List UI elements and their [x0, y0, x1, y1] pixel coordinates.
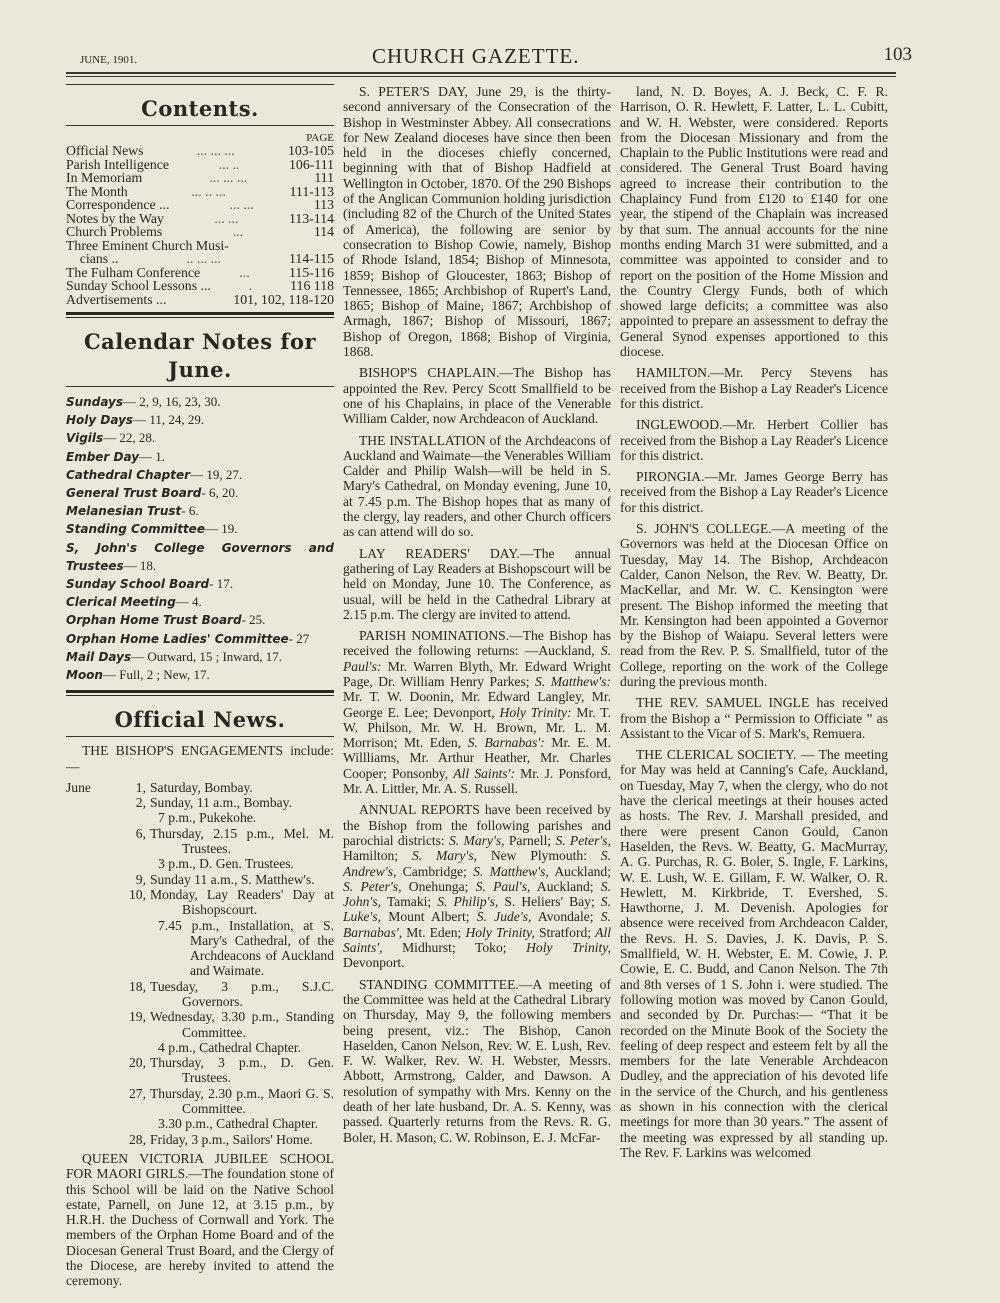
calendar-value: — 19, 27. [190, 466, 243, 482]
contents-leader [166, 293, 233, 307]
italic-name: All Saints': [453, 765, 515, 781]
calendar-value: — 22, 28. [103, 430, 156, 446]
article-paragraph [620, 469, 888, 515]
paragraph-text: Parnell; [504, 832, 556, 848]
engagement-month [66, 1009, 112, 1055]
engagement-item [66, 795, 334, 826]
calendar-value: - 6, 20. [201, 485, 239, 501]
paragraph-text: Tamaki; [381, 894, 438, 910]
paragraph-text: Midhurst; Toko; [382, 940, 527, 956]
contents-leader: ... ... [229, 197, 254, 212]
official-news-heading: Official News. [114, 707, 286, 733]
divider [66, 690, 334, 696]
contents-row [66, 293, 334, 307]
publication-title: CHURCH GAZETTE. [372, 44, 580, 68]
engagement-item [66, 887, 334, 979]
engagement-day: 1, [135, 779, 146, 795]
calendar-label: Sunday School Board [66, 577, 210, 592]
calendar-value: - 6. [181, 503, 199, 519]
contents-page: 101, 102, 118-120 [233, 291, 334, 307]
calendar-item [66, 429, 334, 447]
italic-name: S. Barnabas', [343, 909, 611, 940]
divider [66, 84, 334, 85]
engagement-month [66, 872, 112, 887]
calendar-item [66, 411, 334, 429]
engagement-text [150, 1009, 334, 1055]
contents-leader: ... ... ... [209, 170, 248, 185]
contents-list [66, 144, 334, 306]
engagement-day: 18, [129, 978, 146, 994]
paragraph-text: QUEEN VICTORIA JUBILEE SCHOOL FOR MAORI GIRLS.—The foundation stone of this School will be laid on the Native School estate, Parnell, on June 12, at 3.15 p.m., by H.R.H. the Duchess of Cornwall and York. The members of the Orphan Home Board and of the Diocesan General Trust Board, and the Clergy of the Diocese, are hereby invited to attend the ceremony. [66, 1150, 334, 1289]
engagement-month [66, 795, 112, 826]
article-paragraph [343, 365, 611, 426]
engagement-line: 3 p.m., D. Gen. Trustees. [158, 856, 294, 872]
contents-leader: ... [232, 224, 244, 239]
paragraph-text: BISHOP'S CHAPLAIN.—The Bishop has appointed the Rev. Percy Scott Smallfield to be one of his Chaplains, in place of the Venerable William Calder, now Archdeacon of Auckland. [343, 365, 611, 427]
calendar-item [66, 484, 334, 502]
paragraph-text: THE INSTALLATION of the Archdeacons of Auckland and Waimate—the Venerables William Calder and Philip Walsh—will be held in S. Mary's Cathedral, on Monday evening, June 10, at 7.45 p.m. The Bishop hopes that as many of the clergy, lay readers, and other Church officers as can attend will do so. [343, 432, 611, 540]
engagement-day: 10, [129, 886, 146, 902]
paragraph-text: Mr. Warren Blyth, Mr. Edward Wright Page, Dr. William Henry Parkes; [343, 658, 611, 689]
article-paragraph [343, 628, 611, 796]
contents-leader: ... [239, 264, 250, 280]
engagement-text [150, 1055, 334, 1086]
calendar-value: - 17. [209, 576, 233, 592]
issue-date: JUNE, 1901. [80, 54, 138, 66]
calendar-label: Ember Day [66, 449, 140, 464]
italic-name: Holy Trinity, [465, 924, 535, 940]
engagement-text [150, 979, 334, 1010]
engagement-item [66, 1132, 334, 1147]
contents-row [66, 185, 334, 199]
engagement-line: Monday, Lay Readers' Day at Bishopscourt. [150, 886, 334, 918]
contents-title: Three Eminent Church Musi- [66, 237, 229, 253]
engagement-line: Thursday, 2.30 p.m., Maori G. S. Committee. [150, 1085, 334, 1117]
contents-title: Advertisements ... [66, 291, 167, 307]
contents-title: Correspondence ... [66, 197, 170, 212]
article-paragraph [620, 695, 888, 741]
contents-page: 116 118 [290, 278, 334, 293]
engagement-line: Thursday, 3 p.m., D. Gen. Trustees. [150, 1055, 334, 1086]
article-paragraph [343, 433, 611, 540]
calendar-value: — 4. [175, 594, 202, 610]
calendar-item [66, 575, 334, 593]
contents-heading: Contents. [141, 96, 259, 121]
italic-name: S. Peter's, [343, 878, 402, 894]
contents-row [66, 212, 334, 226]
engagement-line: Friday, 3 p.m., Sailors' Home. [150, 1131, 313, 1147]
contents-row [66, 225, 334, 239]
engagement-item [66, 1055, 334, 1086]
calendar-item [66, 539, 334, 575]
paragraph-text: land, N. D. Boyes, A. J. Beck, C. F. R. Harrison, O. R. Hewlett, F. Latter, L. L. Cubitt, and W. H. Webster, were considered. Reports from the Diocesan Missionary and from the Chaplain to the Public Institutions were read and considered. The General Trust Board having agreed to increase their contribution to the Chaplaincy Fund from £120 to £140 for one year, the stipend of the Chaplain was increased by that sum. The annual accounts for the nine months ending March 31 were submitted, and a committee was appointed to consider and to report on the position of the Home Mission and the Country Clergy Funds, both of which showed large deficits; a committee was also appointed to prepare an assessment to defray the General Synod expenses apportioned to this diocese. [620, 84, 888, 360]
paragraph-text: Mr. E. M. Willliams, Mr. Arthur Heather, Mr. Charles Cooper; Ponsonby, [343, 735, 611, 781]
calendar-label: Standing Committee [66, 522, 205, 537]
left-column [66, 84, 334, 1295]
engagement-month: June [66, 779, 91, 795]
paragraph-text: Mount Albert; [381, 909, 477, 925]
article-paragraph [620, 417, 888, 463]
paragraph-text: THE CLERICAL SOCIETY. — The meeting for May was held at Canning's Cafe, Auckland, on Tuesday, May 7, when the clergy, who do not have the clerical meetings at their houses acted as hosts. The Rev. J. Marshall presided, and there were present Canon Gould, Canon Haselden, the Revs. W. Beatty, G. MacMurray, A. G. Purchas, R. G. Boler, S. Ingle, F. Larkins, W. E. Lush, W. E. Gillam, F. W. Walker, O. R. Hewlett, M. Kirkbride, T. Evershed, S. Hawthorne, J. M. Devenish. Apologies for absence were received from Archdeacon Calder, the Revs. H. S. Davies, J. K. Davis, P. S. Smallfield, W. H. Webster, E. M. Cowie, J. P. Cowie, E. C. Budd, and Canon Nelson. The 7th and 8th verses of 1 S. John i. were studied. The following motion was moved by Canon Gould, and seconded by Dr. Purchas:— “That it be recorded on the Minute Book of the Society the feeling of deep respect and esteem felt by all the members for the late Venerable Archdeacon Dudley, and the appreciation of his devoted life in the service of the Church, and his gentleness as shown in his connection with the clerical meetings for more than 30 years.” The assent of the meeting was expressed by all standing up. The Rev. F. Larkins was welcomed [620, 747, 888, 1160]
engagement-month [66, 1132, 112, 1147]
engagement-day: 19, [129, 1009, 146, 1025]
divider [66, 736, 334, 737]
engagement-item [66, 780, 334, 795]
engagement-text [150, 780, 334, 795]
engagement-line: 7.45 p.m., Installation, at S. Mary's Cathedral, of the Archdeacons of Auckland and Waimate. [158, 917, 334, 979]
paragraph-text: Stratford; [534, 924, 596, 940]
engagement-line: Tuesday, 3 p.m., S.J.C. Governors. [150, 978, 334, 1009]
calendar-value: — 18. [123, 557, 157, 573]
calendar-item [66, 520, 334, 538]
italic-name: S. Paul's: [343, 643, 611, 674]
page-column-label: PAGE [306, 132, 334, 144]
engagement-day: 27, [129, 1085, 146, 1101]
engagement-day: 28, [129, 1131, 146, 1147]
engagement-text [150, 795, 334, 826]
italic-name: Holy Trinity, [526, 940, 611, 956]
engagement-day: 6, [135, 825, 146, 841]
paragraph-text: HAMILTON.—Mr. Percy Stevens has received from the Bishop a Lay Reader's Licence for this district. [620, 365, 888, 411]
contents-page: 113-114 [289, 210, 334, 226]
calendar-label: Orphan Home Ladies' Committee [66, 631, 289, 646]
calendar-value: — Outward, 15 ; Inward, 17. [131, 648, 283, 664]
engagements-list [66, 780, 334, 1147]
calendar-label: Melanesian Trust [66, 504, 182, 519]
paragraph-text: LAY READERS' DAY.—The annual gathering of Lay Readers at Bishopscourt will be held on Monday, June 10. The Conference, as usual, will be held in the Cathedral Library at 2.15 p.m. The clergy are invited to attend. [343, 545, 611, 622]
engagement-line: Sunday 11 a.m., S. Matthew's. [150, 871, 315, 887]
paragraph-text: Avondale; [531, 909, 601, 925]
divider [66, 386, 334, 387]
calendar-item [66, 466, 334, 484]
article-paragraph [620, 365, 888, 411]
paragraph-text: STANDING COMMITTEE.—A meeting of the Committee was held at the Cathedral Library on Thursday, May 9, the following members being present, viz.: The Bishop, Canon Haselden, Canon Nelson, Rev. W. E. Lush, Rev. F. W. Walker, Rev. W. H. Webster, Messrs. Abbott, Armstrong, Calder, and Dawson. A resolution of sympathy with Mrs. Kenny on the death of her late husband, Dr. A. S. Kenny, was passed. Quarterly returns from the Revs. R. G. Boler, H. Mason, C. W. Robinson, E. J. McFar- [343, 976, 611, 1145]
engagement-line: 4 p.m., Cathedral Chapter. [158, 1039, 302, 1055]
paragraph-text: Mr. T. W. Philson, Mr. W. H. Brown, Mr. L. M. Morrison; Mt. Eden, [343, 704, 611, 751]
calendar-heading: Calendar Notes for June. [83, 329, 317, 382]
paragraph-text: Cambridge; [396, 863, 474, 879]
contents-leader: ... .. ... [191, 183, 226, 199]
engagement-item [66, 872, 334, 887]
paragraph-text: S. PETER'S DAY, June 29, is the thirty-second anniversary of the Consecration of the Bishop in Westminster Abbey. All consecrations for New Zealand dioceses have since then been held in the dioceses chiefly concerned, beginning with that of Bishop Hadfield at Wellington in October, 1870. Of the 290 Bishops of the Anglican Communion holding jurisdiction (including 82 of the Church of the United States of America), the following are senior by consecration to Bishop Cowie, namely, Bishop of Rhode Island, 1854; Bishop of Minnesota, 1859; Bishop of Gloucester, 1863; Bishop of Tennessee, 1865; Archbishop of Rupert's Land, 1865; Bishop of Maine, 1867; Archbishop of Armagh, 1867; Bishop of Missouri, 1867; Bishop of Oregon, 1868; Bishop of Virginia, 1868. [343, 84, 611, 360]
calendar-item [66, 611, 334, 629]
contents-title: cians .. [66, 251, 119, 266]
contents-title: Official News [66, 143, 144, 158]
paragraph-text: Hamilton; [343, 848, 412, 864]
engagement-day: 9, [135, 871, 146, 887]
italic-name: All Saints', [343, 924, 611, 956]
calendar-item [66, 448, 334, 466]
left-paragraphs [66, 1151, 334, 1289]
calendar-label: General Trust Board [66, 486, 202, 501]
engagement-month [66, 887, 112, 979]
engagement-day: 2, [135, 795, 146, 811]
calendar-value: - 27 [288, 630, 310, 646]
engagement-month [66, 1086, 112, 1132]
contents-title: The Month [66, 183, 128, 199]
calendar-item [66, 393, 334, 411]
contents-leader: . [248, 278, 253, 293]
contents-title: The Fulham Conference [66, 264, 201, 280]
contents-title: Parish Intelligence [66, 156, 170, 172]
engagement-item [66, 1086, 334, 1132]
calendar-item [66, 630, 334, 648]
engagement-day: 20, [129, 1055, 146, 1071]
calendar-value: — 19. [204, 521, 238, 537]
engagement-item [66, 826, 334, 872]
italic-name: S. Mary's, [411, 848, 478, 864]
contents-page: 115-116 [289, 264, 334, 280]
calendar-value: — 1. [139, 448, 166, 464]
contents-row [66, 266, 334, 280]
paragraph-text: New Plymouth: [477, 848, 601, 864]
paragraph-text: THE REV. SAMUEL INGLE has received from the Bishop a “ Permission to Officiate ” as Assistant to the Vicar of S. Mark's, Remuera. [620, 695, 888, 741]
calendar-label: Cathedral Chapter [66, 467, 191, 482]
paragraph-text: Auckland; [548, 863, 611, 879]
engagement-item [66, 1009, 334, 1055]
contents-page: 106-111 [289, 156, 334, 172]
engagement-line: 3.30 p.m., Cathedral Chapter. [158, 1116, 319, 1132]
italic-name: S. Paul's, [475, 878, 531, 894]
engagement-line: 7 p.m., Pukekohe. [158, 810, 257, 826]
page-number: 103 [883, 44, 912, 65]
paragraph-text: PARISH NOMINATIONS.—The Bishop has received the following returns: —Auckland, [343, 628, 611, 659]
contents-leader: ... .. [218, 156, 240, 172]
calendar-label: Sundays [66, 395, 124, 409]
calendar-label: Vigils [66, 431, 104, 446]
engagement-text [150, 1132, 334, 1147]
calendar-label: Mail Days [66, 649, 132, 664]
engagement-line: Sunday, 11 a.m., Bombay. [150, 795, 292, 811]
engagement-line: Wednesday, 3.30 p.m., Standing Committee. [150, 1009, 334, 1040]
contents-row [66, 171, 334, 185]
engagement-month [66, 1055, 112, 1086]
paragraph-text: Onehunga; [401, 878, 476, 894]
contents-row [66, 158, 334, 172]
engagement-text [150, 887, 334, 979]
running-header [72, 38, 912, 68]
italic-name: S. Matthew's, [473, 863, 549, 879]
italic-name: S. Mary's, [449, 832, 505, 848]
calendar-item [66, 502, 334, 520]
paragraph-text: ANNUAL REPORTS have been received by the Bishop from the following parishes and parochial districts: [343, 802, 611, 848]
italic-name: S. Peter's, [555, 832, 611, 848]
calendar-label: Holy Days [66, 413, 134, 428]
calendar-value: - 25. [241, 612, 266, 628]
paragraph-text: Mt. Eden; [402, 924, 466, 940]
contents-row [66, 279, 334, 293]
paragraph-text: PIRONGIA.—Mr. James George Berry has received from the Bishop a Lay Reader's Licence for this district. [620, 469, 888, 515]
calendar-value: — 11, 24, 29. [133, 412, 205, 428]
contents-page: 111 [314, 170, 334, 185]
italic-name: Holy Trinity: [499, 704, 572, 720]
calendar-list [66, 393, 334, 684]
calendar-label: Moon [66, 668, 103, 683]
engagement-text [150, 872, 334, 887]
contents-row [66, 252, 334, 266]
contents-page: 114-115 [289, 251, 334, 266]
middle-paragraphs [343, 84, 611, 1145]
contents-leader: .. ... ... [186, 251, 222, 266]
middle-column [343, 84, 611, 1151]
paragraph-text: S. JOHN'S COLLEGE.—A meeting of the Governors was held at the Diocesan Office on Tuesday, May 14. The Bishop, Archdeacon Calder, Canon Nelson, the Rev. W. Beatty, Dr. MacKellar, and Mr. W. C. Kensington were present. The Bishop informed the meeting that Mr. Kensington had been appointed a Governor by the Bishop of Waiapu. Several letters were read from the Rev. P. S. Smallfield, tutor of the College, reporting on the work of the College during the previous month. [620, 521, 888, 689]
right-paragraphs [620, 84, 888, 1160]
right-column [620, 84, 888, 1166]
article-paragraph [620, 84, 888, 359]
italic-name: S. Philip's, [437, 894, 499, 910]
contents-leader [229, 239, 334, 253]
engagement-text [150, 826, 334, 872]
engagement-text [150, 1086, 334, 1132]
article-paragraph [620, 747, 888, 1160]
italic-name: S. Matthew's: [535, 673, 611, 689]
article-paragraph [343, 84, 611, 359]
italic-name: S. John's, [343, 878, 611, 910]
contents-row [66, 239, 334, 253]
paragraph-text: Mr. T. W. Doonin, Mr. Edward Langley, Mr. George E. Lee; Devonport, [343, 689, 611, 720]
article-paragraph [343, 977, 611, 1145]
contents-row [66, 144, 334, 158]
contents-page: 111-113 [289, 183, 334, 199]
italic-name: S. Jude's, [476, 909, 532, 925]
divider [66, 125, 334, 126]
paragraph-text: Auckland; [530, 878, 601, 894]
engagement-line: Saturday, Bombay. [150, 779, 253, 795]
engagement-item [66, 979, 334, 1010]
paragraph-text: Devonport. [343, 955, 405, 971]
article-paragraph [620, 521, 888, 689]
paragraph-text: Mr. J. Ponsford, Mr. A. Littler, Mr. A. S. Russell. [343, 765, 611, 797]
contents-title: In Memoriam [66, 170, 143, 185]
calendar-item [66, 648, 334, 666]
contents-title: Sunday School Lessons ... [66, 278, 211, 293]
contents-leader: ... ... [214, 210, 239, 226]
calendar-value: — 2, 9, 16, 23, 30. [123, 394, 221, 409]
engagements-intro: THE BISHOP'S ENGAGEMENTS include:— [66, 743, 334, 774]
calendar-value: — Full, 2 ; New, 17. [102, 667, 210, 683]
article-paragraph [343, 546, 611, 622]
engagement-month [66, 979, 112, 1010]
calendar-label: Orphan Home Trust Board [66, 613, 242, 628]
calendar-item [66, 666, 334, 684]
calendar-label: Clerical Meeting [66, 595, 176, 610]
calendar-label: S, John's College Governors and Trustees [66, 540, 334, 573]
contents-title: Notes by the Way [66, 210, 164, 226]
calendar-item [66, 593, 334, 611]
italic-name: S. Andrew's, [343, 848, 611, 879]
header-rule [66, 72, 896, 77]
contents-title: Church Problems [66, 224, 163, 239]
divider [66, 312, 334, 318]
engagement-month [66, 826, 112, 872]
contents-leader: ... ... ... [196, 143, 235, 158]
italic-name: S. Barnabas': [467, 735, 545, 751]
contents-row [66, 198, 334, 212]
article-paragraph [66, 1151, 334, 1289]
contents-page: 114 [313, 224, 334, 239]
engagement-line: Thursday, 2.15 p.m., Mel. M. Trustees. [150, 825, 334, 857]
contents-page: 103-105 [288, 143, 334, 158]
paragraph-text: S. Heliers' Bay; [498, 894, 601, 910]
italic-name: S. Luke's, [343, 894, 611, 925]
paragraph-text: INGLEWOOD.—Mr. Herbert Collier has received from the Bishop a Lay Reader's Licence for this district. [620, 417, 888, 463]
article-paragraph [343, 802, 611, 970]
contents-page: 113 [313, 197, 334, 212]
